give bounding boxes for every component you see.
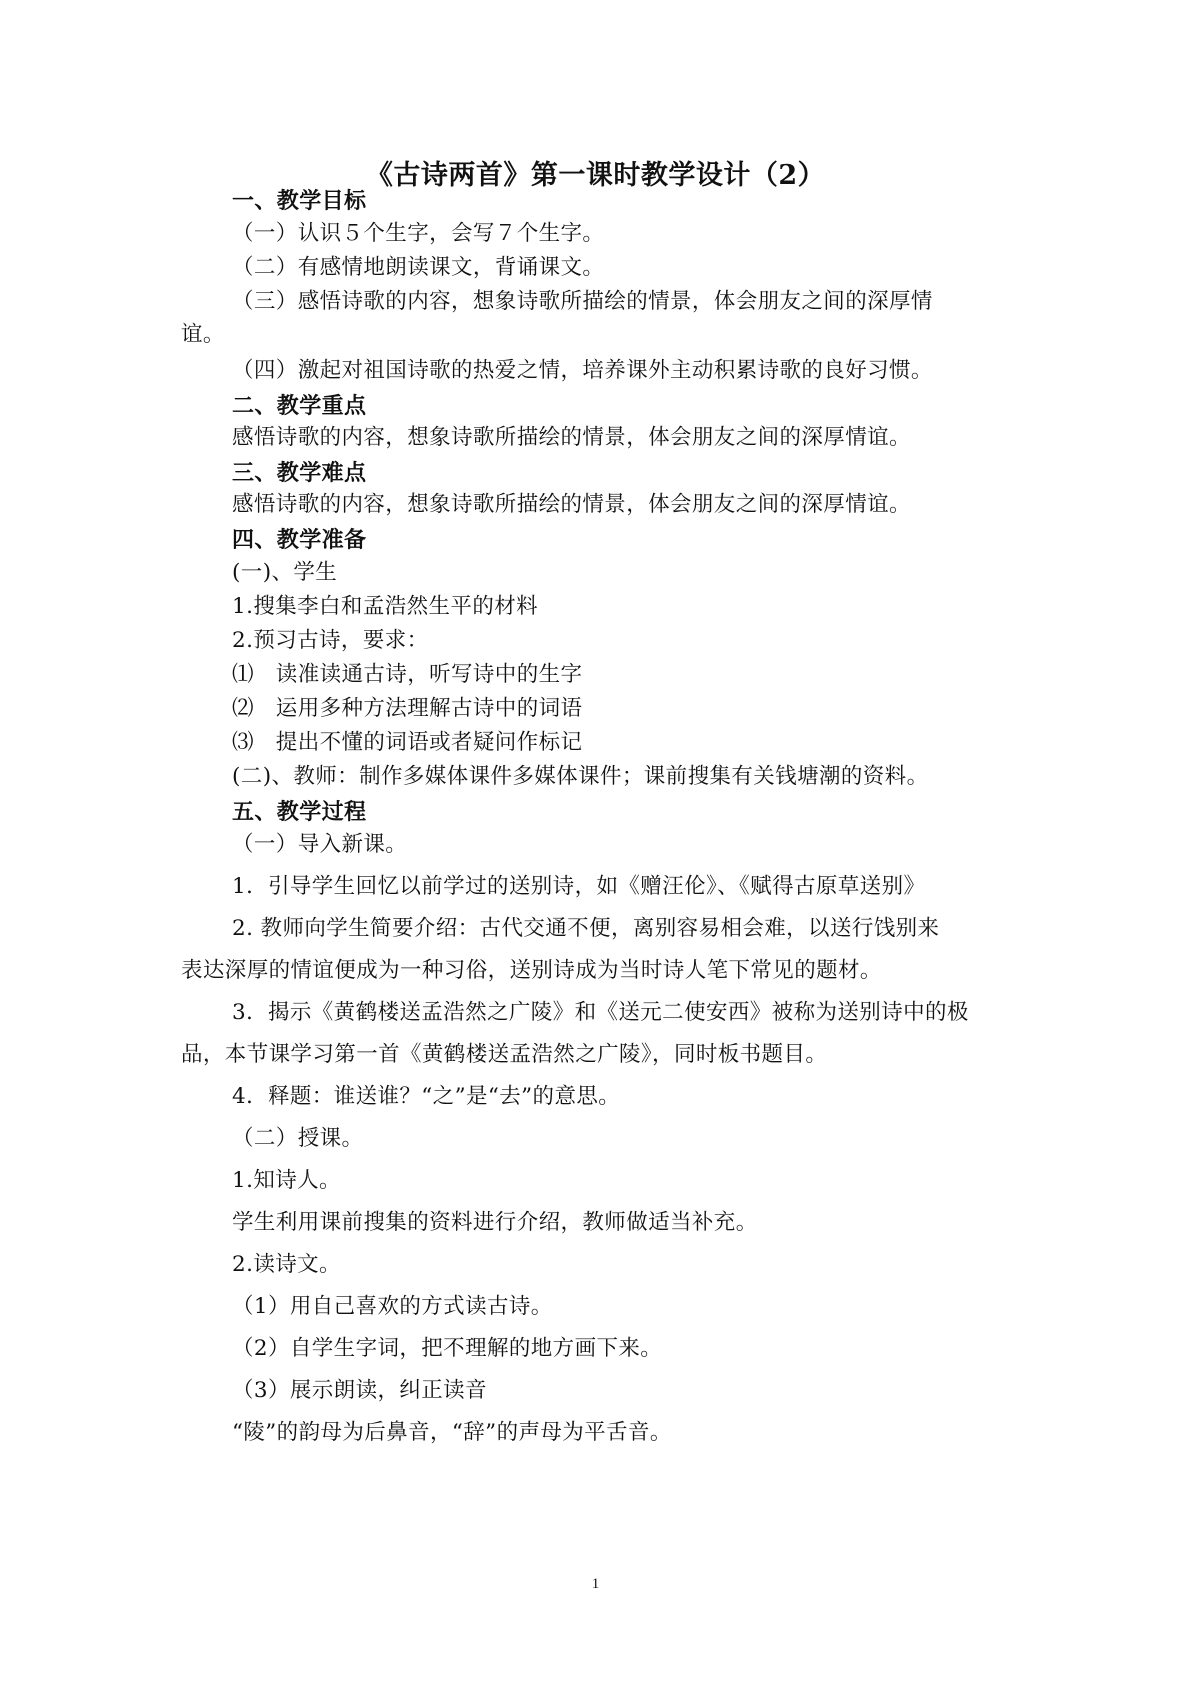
teaching-step-1: 1.知诗人。 (232, 1168, 341, 1193)
prep-students-item-1: 1.搜集李白和孟浩然生平的材料 (232, 594, 539, 619)
difficulties-text: 感悟诗歌的内容，想象诗歌所描绘的情景，体会朋友之间的深厚情谊。 (232, 492, 911, 517)
heading-goals: 一、教学目标 (232, 188, 367, 214)
process-step-4: 4．释题：谁送谁？“之”是“去”的意思。 (232, 1084, 621, 1109)
teaching-heading: （二）授课。 (232, 1126, 364, 1151)
process-step-2-line-1: 2. 教师向学生简要介绍：古代交通不便，离别容易相会难，以送行饯别来 (232, 916, 940, 941)
process-step-3-line-1: 3．揭示《黄鹤楼送孟浩然之广陵》和《送元二使安西》被称为送别诗中的极 (232, 1000, 969, 1025)
heading-process: 五、教学过程 (232, 799, 367, 825)
process-step-2-line-2: 表达深厚的情谊便成为一种习俗，送别诗成为当时诗人笔下常见的题材。 (181, 958, 882, 983)
teaching-step-2: 2.读诗文。 (232, 1252, 341, 1277)
goal-4: （四）激起对祖国诗歌的热爱之情，培养课外主动积累诗歌的良好习惯。 (232, 358, 933, 383)
page-number: 1 (591, 1576, 600, 1592)
prep-students-subitem-3: ⑶ 提出不懂的词语或者疑问作标记 (232, 730, 583, 755)
prep-students: (一)、学生 (232, 560, 338, 585)
process-step-3-line-2: 品，本节课学习第一首《黄鹤楼送孟浩然之广陵》，同时板书题目。 (181, 1042, 828, 1067)
prep-students-subitem-2: ⑵ 运用多种方法理解古诗中的词语 (232, 696, 583, 721)
page-title: 《古诗两首》第一课时教学设计（2） (365, 160, 826, 191)
teaching-step-2-item-2: （2）自学生字词，把不理解的地方画下来。 (232, 1336, 663, 1361)
teaching-step-1-text: 学生利用课前搜集的资料进行介绍，教师做适当补充。 (232, 1210, 758, 1235)
heading-difficulties: 三、教学难点 (232, 460, 367, 486)
prep-students-subitem-1: ⑴ 读准读通古诗，听写诗中的生字 (232, 662, 583, 687)
goal-1: （一）认识５个生字，会写７个生字。 (232, 221, 605, 246)
prep-teacher: (二)、教师：制作多媒体课件多媒体课件；课前搜集有关钱塘潮的资料。 (232, 764, 929, 789)
key-points-text: 感悟诗歌的内容，想象诗歌所描绘的情景，体会朋友之间的深厚情谊。 (232, 425, 911, 450)
process-intro: （一）导入新课。 (232, 832, 408, 857)
teaching-step-2-note: “陵”的韵母为后鼻音，“辞”的声母为平舌音。 (232, 1420, 672, 1445)
goal-3-line-1: （三）感悟诗歌的内容，想象诗歌所描绘的情景，体会朋友之间的深厚情 (232, 289, 933, 314)
heading-key-points: 二、教学重点 (232, 393, 367, 419)
prep-students-item-2: 2.预习古诗，要求： (232, 628, 429, 653)
goal-3-line-2: 谊。 (181, 322, 225, 347)
teaching-step-2-item-1: （1）用自己喜欢的方式读古诗。 (232, 1294, 553, 1319)
process-step-1: 1．引导学生回忆以前学过的送别诗，如《赠汪伦》、《赋得古原草送别》 (232, 874, 926, 899)
heading-preparation: 四、教学准备 (232, 527, 367, 553)
goal-2: （二）有感情地朗读课文，背诵课文。 (232, 255, 605, 280)
teaching-step-2-item-3: （3）展示朗读，纠正读音 (232, 1378, 487, 1403)
